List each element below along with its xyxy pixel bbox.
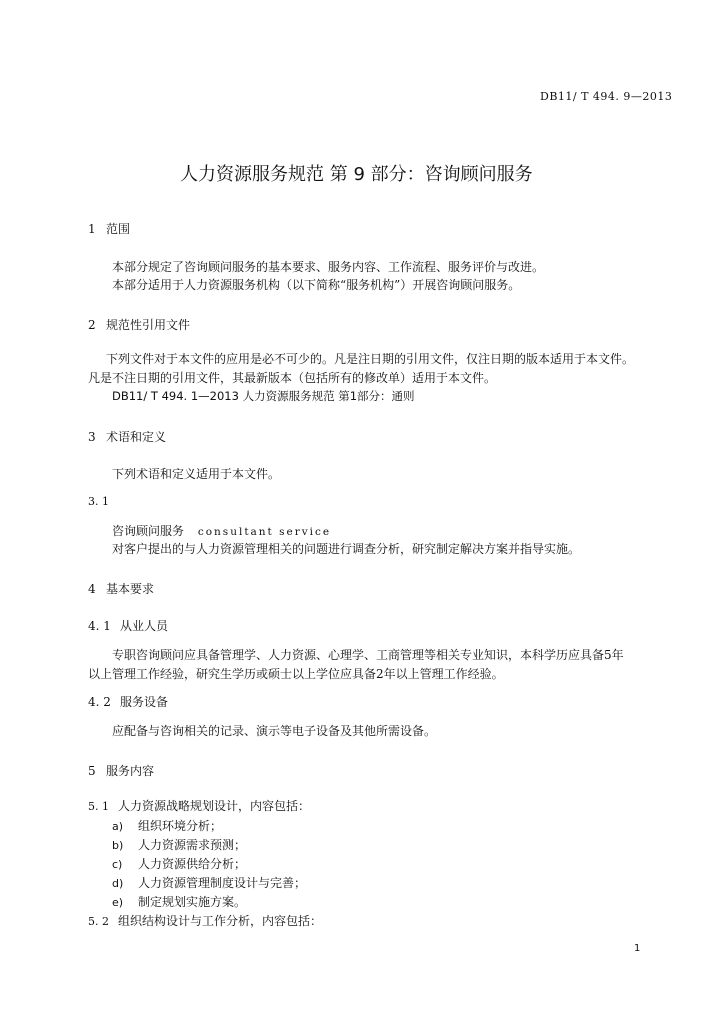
list-item [112,893,246,912]
paragraph: 应配备与咨询相关的记录、演示等电子设备及其他所需设备。 [112,724,437,738]
section-number: 2 [88,318,96,332]
list-marker: b) [112,839,124,852]
subsection-number: 5. 1 [88,800,109,813]
subsection-number: 5. 2 [88,915,109,928]
section-title: 术语和定义 [106,430,167,444]
list-item-text: 制定规划实施方案。 [138,895,247,909]
list-item-text: 人力资源供给分析； [138,857,247,871]
section-title: 规范性引用文件 [106,318,191,332]
section-3-heading [88,428,166,445]
section-1-heading [88,220,130,237]
section-5-heading [88,762,154,779]
paragraph: 专职咨询顾问应具备管理学、人力资源、心理学、工商管理等相关专业知识，本科学历应具备5年 [112,648,624,662]
subsection-number: 4. 2 [88,695,111,709]
list-item [112,855,246,874]
list-item [112,817,222,836]
subsection-number: 3. 1 [88,495,109,508]
section-title: 范围 [106,222,131,236]
subsection-title: 服务设备 [120,695,169,709]
subsection-text: 人力资源战略规划设计，内容包括： [118,799,311,813]
page-number: 1 [634,943,641,954]
list-marker: a) [112,820,124,833]
term-definition: 对客户提出的与人力资源管理相关的问题进行调查分析，研究制定解决方案并指导实施。 [112,542,581,556]
list-marker: d) [112,877,124,890]
subsection-5-1 [88,797,310,816]
section-number: 4 [88,582,96,596]
subsection-5-2 [88,912,322,931]
paragraph: 凡是不注日期的引用文件，其最新版本（包括所有的修改单）适用于本文件。 [88,371,497,385]
list-item [112,874,306,893]
subsection-4-2-heading [88,693,168,710]
paragraph: 下列文件对于本文件的应用是必不可少的。凡是注日期的引用文件，仅注日期的版本适用于本文件。 [106,352,635,366]
page-title: 人力资源服务规范 第 9 部分：咨询顾问服务 [180,164,533,185]
section-number: 3 [88,430,96,444]
list-item-text: 组织环境分析； [138,819,223,833]
section-4-heading [88,580,154,597]
document-code: DB11/ T 494. 9—2013 [540,90,673,103]
subsection-number: 4. 1 [88,619,111,633]
paragraph: 下列术语和定义适用于本文件。 [112,467,281,481]
subsection-title: 从业人员 [120,619,169,633]
paragraph: 本部分适用于人力资源服务机构（以下简称“服务机构”）开展咨询顾问服务。 [112,278,521,292]
section-number: 5 [88,764,96,778]
section-2-heading [88,316,190,333]
subsection-4-1-heading [88,617,168,634]
list-item [112,836,246,855]
paragraph: 本部分规定了咨询顾问服务的基本要求、服务内容、工作流程、服务评价与改进。 [112,260,545,274]
subsection-text: 组织结构设计与工作分析，内容包括： [118,914,323,928]
section-title: 服务内容 [106,764,155,778]
paragraph: 以上管理工作经验，研究生学历或硕士以上学位应具备2年以上管理工作经验。 [88,667,504,681]
list-marker: c) [112,858,123,871]
list-marker: e) [112,896,124,909]
term-entry [112,522,331,541]
list-item-text: 人力资源需求预测； [138,838,247,852]
normative-reference: DB11/ T 494. 1—2013 人力资源服务规范 第1部分：通则 [112,389,415,403]
term-chinese: 咨询顾问服务 [112,524,185,538]
section-number: 1 [88,222,96,236]
term-english: consultant service [197,526,332,538]
list-item-text: 人力资源管理制度设计与完善； [138,876,307,890]
section-title: 基本要求 [106,582,155,596]
